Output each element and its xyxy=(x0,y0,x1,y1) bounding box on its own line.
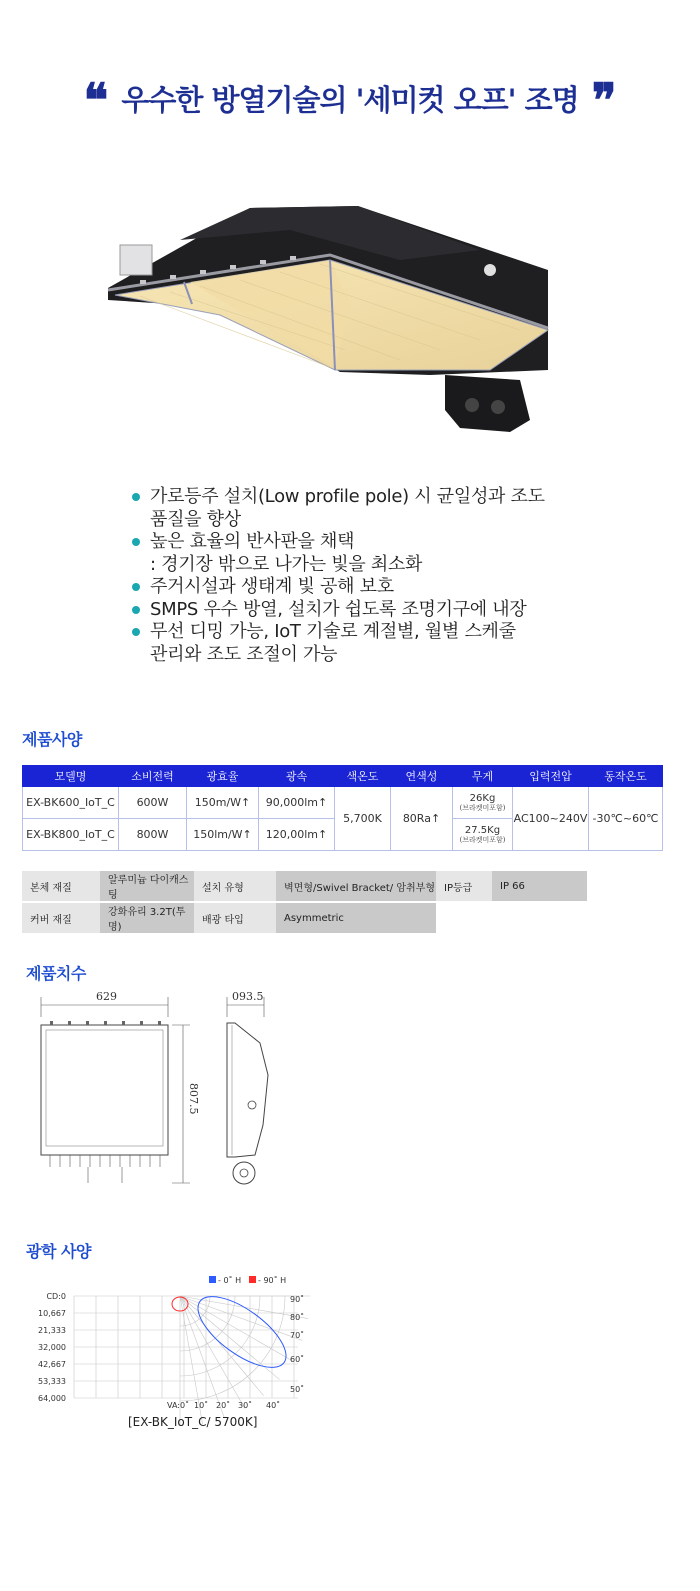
table-row xyxy=(23,787,663,819)
cd-tick-label: 10,667 xyxy=(38,1309,66,1318)
header-voltage: 입력전압 xyxy=(513,766,589,787)
temp-cell: -30℃~60℃ xyxy=(589,787,663,851)
header-weight: 무게 xyxy=(453,766,513,787)
angle-tick-label: VA:0˚ xyxy=(167,1401,190,1410)
weight-cell: 27.5Kg (브라켓미포함) xyxy=(453,819,513,851)
angle-tick-label: 80˚ xyxy=(290,1313,305,1322)
distribution-type-value: Asymmetric xyxy=(276,903,436,933)
install-type-label: 설치 유형 xyxy=(194,871,276,901)
spec-table xyxy=(22,765,663,851)
angle-tick-label: 70˚ xyxy=(290,1331,305,1340)
feature-item: SMPS 우수 방열, 설치가 쉽도록 조명기구에 내장 xyxy=(130,599,650,622)
cct-cell: 5,700K xyxy=(335,787,391,851)
header-flux: 광속 xyxy=(259,766,335,787)
distribution-type-label: 배광 타입 xyxy=(194,903,276,933)
flux-cell: 90,000lm↑ xyxy=(259,787,335,819)
header-cri: 연색성 xyxy=(391,766,453,787)
height-dimension: 807.5 xyxy=(187,1083,200,1115)
width-dimension: 629 xyxy=(96,990,117,1003)
efficiency-cell: 150m/W↑ xyxy=(187,787,259,819)
bullet-icon xyxy=(132,628,140,636)
depth-dimension: 093.5 xyxy=(232,990,264,1003)
angle-tick-label: 20˚ xyxy=(216,1401,231,1410)
table-row xyxy=(22,903,587,933)
floodlight-product-image xyxy=(100,200,570,445)
ip-rating-label: IP등급 xyxy=(436,871,492,901)
efficiency-cell: 150lm/W↑ xyxy=(187,819,259,851)
angle-tick-label: 40˚ xyxy=(266,1401,281,1410)
ip-rating-value: IP 66 xyxy=(492,871,587,901)
table-row xyxy=(22,871,587,901)
cover-material-value: 강화유리 3.2T(투명) xyxy=(100,903,194,933)
power-cell: 600W xyxy=(119,787,187,819)
model-cell: EX-BK800_IoT_C xyxy=(23,819,119,851)
headline-text: 우수한 방열기술의 '세미컷 오프' 조명 xyxy=(121,83,579,117)
cover-material-label: 커버 재질 xyxy=(22,903,100,933)
feature-item: 주거시설과 생태계 빛 공해 보호 xyxy=(130,576,650,599)
weight-cell: 26Kg (브라켓미포함) xyxy=(453,787,513,819)
feature-item: 무선 디밍 가능, IoT 기술로 계절별, 월별 스케줄 관리와 조도 조절이 가능 xyxy=(130,621,650,666)
legend-0h-label: - 0˚ H xyxy=(218,1276,242,1285)
header-cct: 색온도 xyxy=(335,766,391,787)
material-table xyxy=(22,869,587,935)
polar-distribution-chart xyxy=(22,1272,312,1437)
chart-caption: [EX-BK_IoT_C/ 5700K] xyxy=(128,1415,258,1429)
cd-tick-label: 42,667 xyxy=(38,1360,66,1369)
close-quote-icon: ❞ xyxy=(591,73,617,127)
install-type-value: 벽면형/Swivel Bracket/ 암취부형 xyxy=(276,871,436,901)
bullet-icon xyxy=(132,606,140,614)
bullet-icon xyxy=(132,538,140,546)
model-cell: EX-BK600_IoT_C xyxy=(23,787,119,819)
angle-tick-label: 10˚ xyxy=(194,1401,209,1410)
legend-0h-swatch xyxy=(209,1276,216,1283)
angle-tick-label: 30˚ xyxy=(238,1401,253,1410)
angle-tick-label: 60˚ xyxy=(290,1355,305,1364)
cd-tick-label: 21,333 xyxy=(38,1326,66,1335)
header-temp: 동작온도 xyxy=(589,766,663,787)
voltage-cell: AC100~240V xyxy=(513,787,589,851)
feature-item: 높은 효율의 반사판을 채택 : 경기장 밖으로 나가는 빛을 최소화 xyxy=(130,531,650,576)
header-power: 소비전력 xyxy=(119,766,187,787)
cd-tick-label: 32,000 xyxy=(38,1343,66,1352)
power-cell: 800W xyxy=(119,819,187,851)
header-model: 모델명 xyxy=(23,766,119,787)
spec-section-title: 제품사양 xyxy=(22,730,82,749)
headline xyxy=(0,73,700,128)
dimensions-section-title: 제품치수 xyxy=(26,964,86,983)
optical-section-title: 광학 사양 xyxy=(26,1242,91,1261)
dimension-drawing xyxy=(30,985,290,1195)
open-quote-icon: ❝ xyxy=(83,73,109,127)
feature-list xyxy=(130,486,650,666)
body-material-value: 알루미늄 다이캐스팅 xyxy=(100,871,194,901)
header-efficiency: 광효율 xyxy=(187,766,259,787)
angle-tick-label: 90˚ xyxy=(290,1295,305,1304)
legend-90h-label: - 90˚ H xyxy=(258,1276,287,1285)
cri-cell: 80Ra↑ xyxy=(391,787,453,851)
legend-90h-swatch xyxy=(249,1276,256,1283)
bullet-icon xyxy=(132,493,140,501)
cd-tick-label: CD:0 xyxy=(46,1292,66,1301)
cd-tick-label: 64,000 xyxy=(38,1394,66,1403)
bullet-icon xyxy=(132,583,140,591)
flux-cell: 120,00lm↑ xyxy=(259,819,335,851)
cd-tick-label: 53,333 xyxy=(38,1377,66,1386)
feature-item: 가로등주 설치(Low profile pole) 시 균일성과 조도 품질을 향상 xyxy=(130,486,650,531)
spec-header-row xyxy=(23,766,663,787)
angle-tick-label: 50˚ xyxy=(290,1385,305,1394)
body-material-label: 본체 재질 xyxy=(22,871,100,901)
